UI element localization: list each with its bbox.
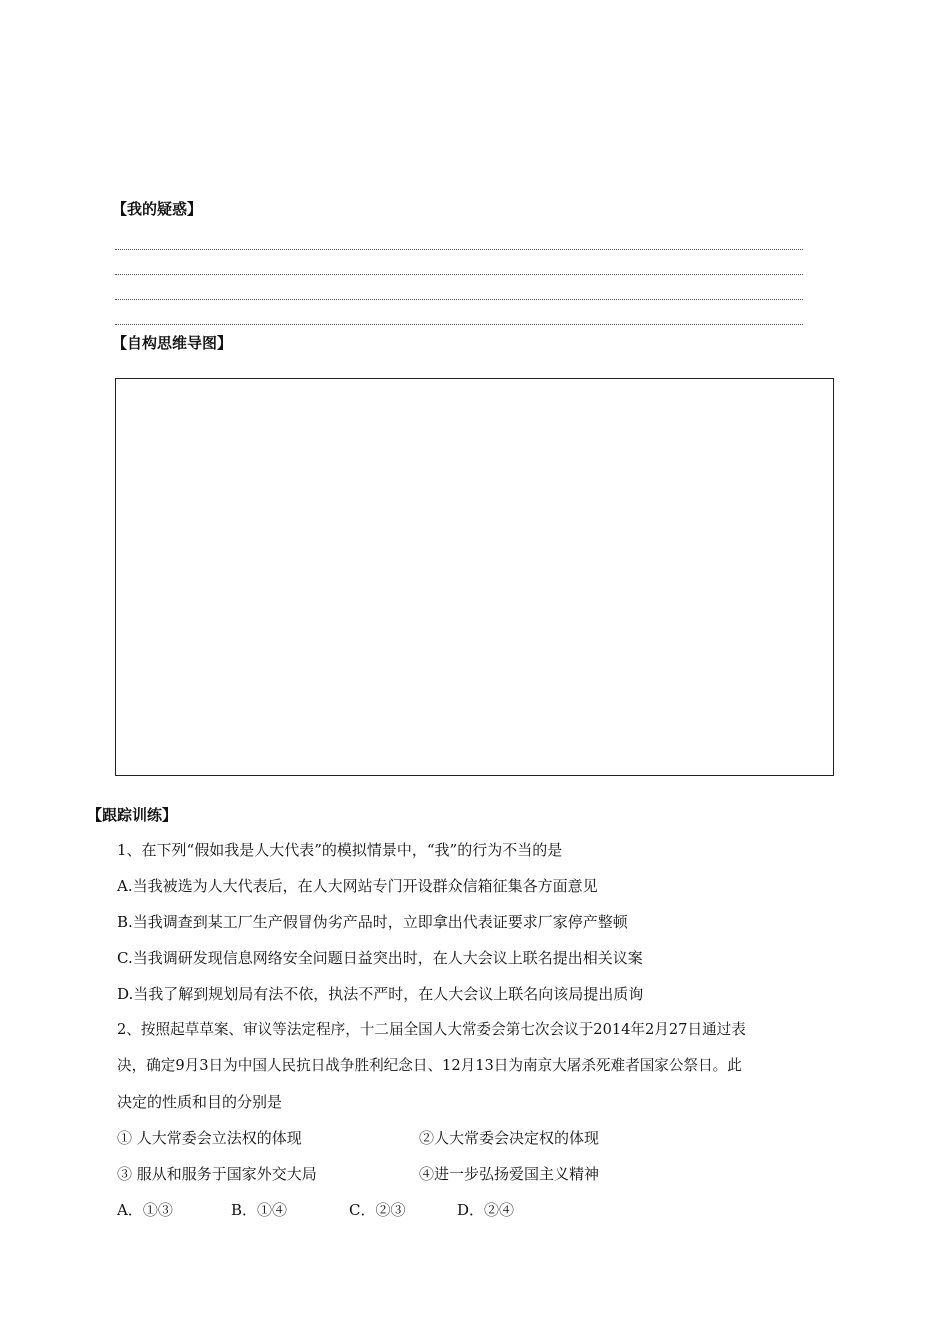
question-1-option-a: A.当我被选为人大代表后，在人大网站专门开设群众信箱征集各方面意见 [117,877,598,895]
question-2-stem-line-2: 决，确定9月3日为中国人民抗日战争胜利纪念日、12月13日为南京大屠杀死难者国家公祭日。此 [117,1057,742,1074]
answer-line [115,299,803,300]
question-2-item-2: ②人大常委会决定权的体现 [419,1129,600,1147]
question-2-item-1: ① 人大常委会立法权的体现 [117,1129,302,1147]
question-2-choice-b: B．①④ [231,1201,288,1219]
question-1-option-c: C.当我调研发现信息网络安全问题日益突出时，在人大会议上联名提出相关议案 [117,949,643,967]
question-2-choice-a: A．①③ [117,1201,173,1219]
question-2-stem-line-3: 决定的性质和目的分别是 [117,1093,283,1111]
doubts-heading: 【我的疑惑】 [112,200,203,218]
question-2-choice-d: D．②④ [457,1201,515,1219]
question-1-stem: 1、在下列“假如我是人大代表”的模拟情景中，“我”的行为不当的是 [117,841,563,859]
mindmap-box [115,378,834,776]
question-1-option-b: B.当我调查到某工厂生产假冒伪劣产品时，立即拿出代表证要求厂家停产整顿 [117,913,628,931]
question-2-choice-c: C．②③ [349,1201,406,1219]
question-2-item-4: ④进一步弘扬爱国主义精神 [419,1165,600,1183]
question-2-stem-line-1: 2、按照起草草案、审议等法定程序，十二届全国人大常委会第七次会议于2014年2月27日通过表 [117,1021,746,1038]
question-1-option-d: D.当我了解到规划局有法不依，执法不严时，在人大会议上联名向该局提出质询 [117,985,644,1003]
mindmap-heading: 【自构思维导图】 [112,334,233,352]
answer-line [115,274,803,275]
question-2-item-3: ③ 服从和服务于国家外交大局 [117,1165,317,1183]
answer-line [115,249,803,250]
answer-line [115,324,803,325]
practice-heading: 【跟踪训练】 [87,806,178,824]
